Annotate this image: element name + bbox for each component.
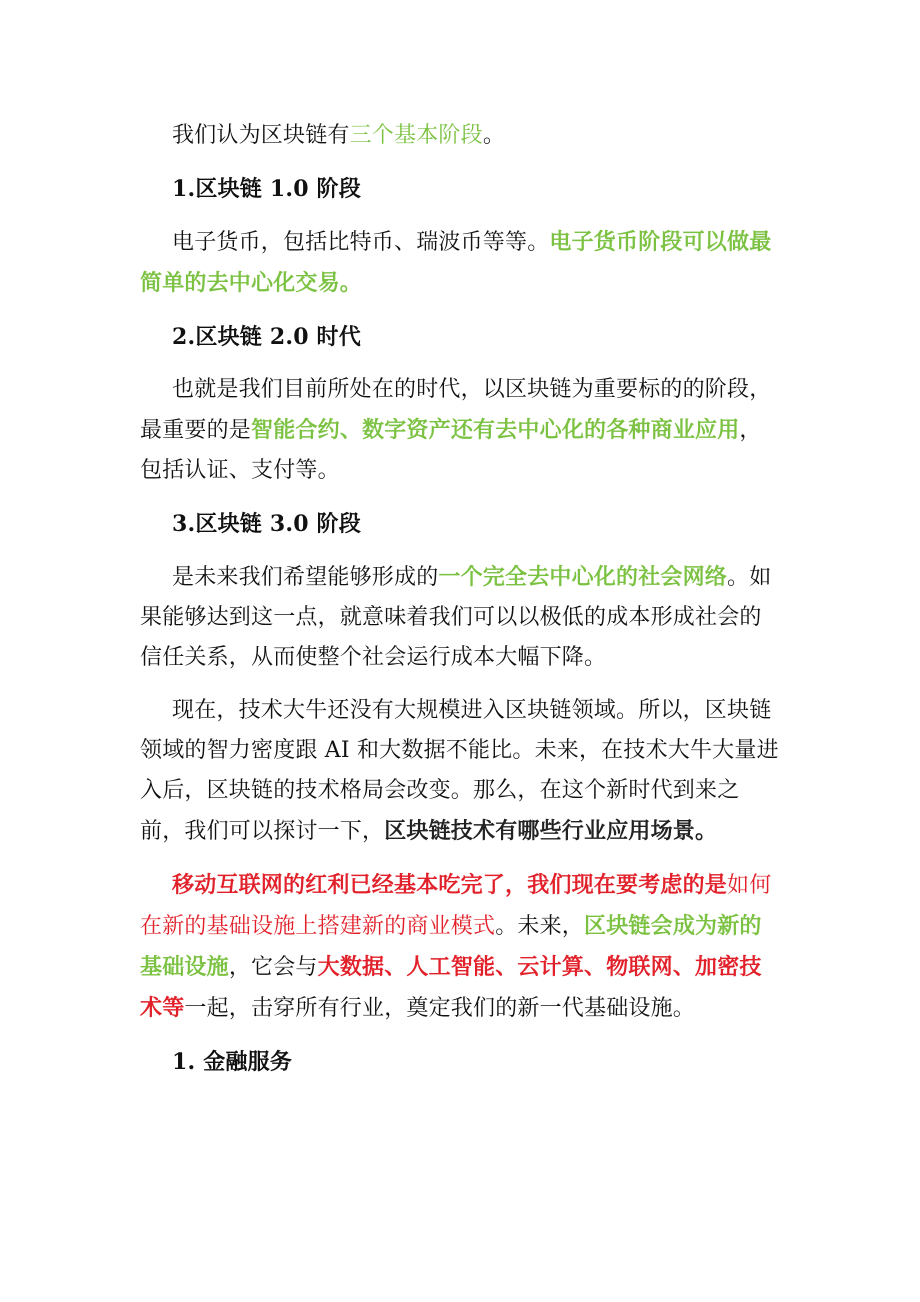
paragraph-bold: 区块链技术有哪些行业应用场景。 — [384, 818, 718, 844]
paragraph-red-bold-2: 大数据、人工智能、云计算、物联网、加密技术等 — [140, 954, 762, 1021]
heading-blockchain-1: 1.区块链 1.0 阶段 — [172, 176, 361, 202]
paragraph-red-bold: 移动互联网的红利已经基本吃完了，我们现在要考虑的是 — [172, 872, 728, 898]
intro-paragraph — [140, 116, 780, 156]
paragraph-text-end: 一起，击穿所有行业，奠定我们的新一代基础设施。 — [184, 996, 696, 1021]
paragraph-blockchain-2 — [140, 370, 780, 491]
paragraph-blockchain-1 — [140, 222, 780, 304]
heading-financial-services: 1. 金融服务 — [172, 1049, 293, 1075]
paragraph-highlight: 智能合约、数字资产还有去中心化的各种商业应用 — [251, 417, 740, 443]
paragraph-text: 也就是我们目前所处在的时代，以区块链为重要标的的阶段，最重要的是 — [140, 377, 772, 443]
heading-blockchain-2: 2.区块链 2.0 时代 — [172, 324, 361, 350]
paragraph-blockchain-3 — [140, 557, 780, 678]
paragraph-text: 电子货币，包括比特币、瑞波币等等。 — [172, 230, 550, 255]
paragraph-red: 如何在新的基础设施上搭建新的商业模式 — [140, 873, 772, 939]
heading-blockchain-3: 3.区块链 3.0 阶段 — [172, 511, 361, 537]
paragraph-text: 。未来， — [495, 914, 585, 939]
intro-text-end: 。 — [482, 123, 506, 148]
paragraph-text-end: 。如果能够达到这一点，就意味着我们可以以极低的成本形成社会的信任关系，从而使整个社会运行成本大幅下降。 — [140, 565, 772, 670]
intro-text: 我们认为区块链有 — [172, 123, 350, 148]
paragraph-text: 是未来我们希望能够形成的 — [172, 565, 439, 590]
paragraph-text: 现在，技术大牛还没有大规模进入区块链领域。所以，区块链领域的智力密度跟 AI 和大数据不能比。未来，在技术大牛大量进入后，区块链的技术格局会改变。那么，在这个新时代到来之前，我们可以探讨一下， — [140, 698, 779, 844]
paragraph-highlight: 区块链会成为新的基础设施 — [140, 913, 762, 980]
intro-highlight: 三个基本阶段 — [349, 123, 483, 148]
paragraph-highlight: 电子货币阶段可以做最简单的去中心化交易。 — [140, 229, 772, 296]
paragraph-current-status — [140, 691, 780, 852]
paragraph-text-end: ，包括认证、支付等。 — [140, 418, 762, 483]
paragraph-highlight: 一个完全去中心化的社会网络 — [438, 564, 728, 590]
paragraph-infrastructure — [140, 865, 780, 1029]
paragraph-text-2: ，它会与 — [228, 955, 318, 980]
